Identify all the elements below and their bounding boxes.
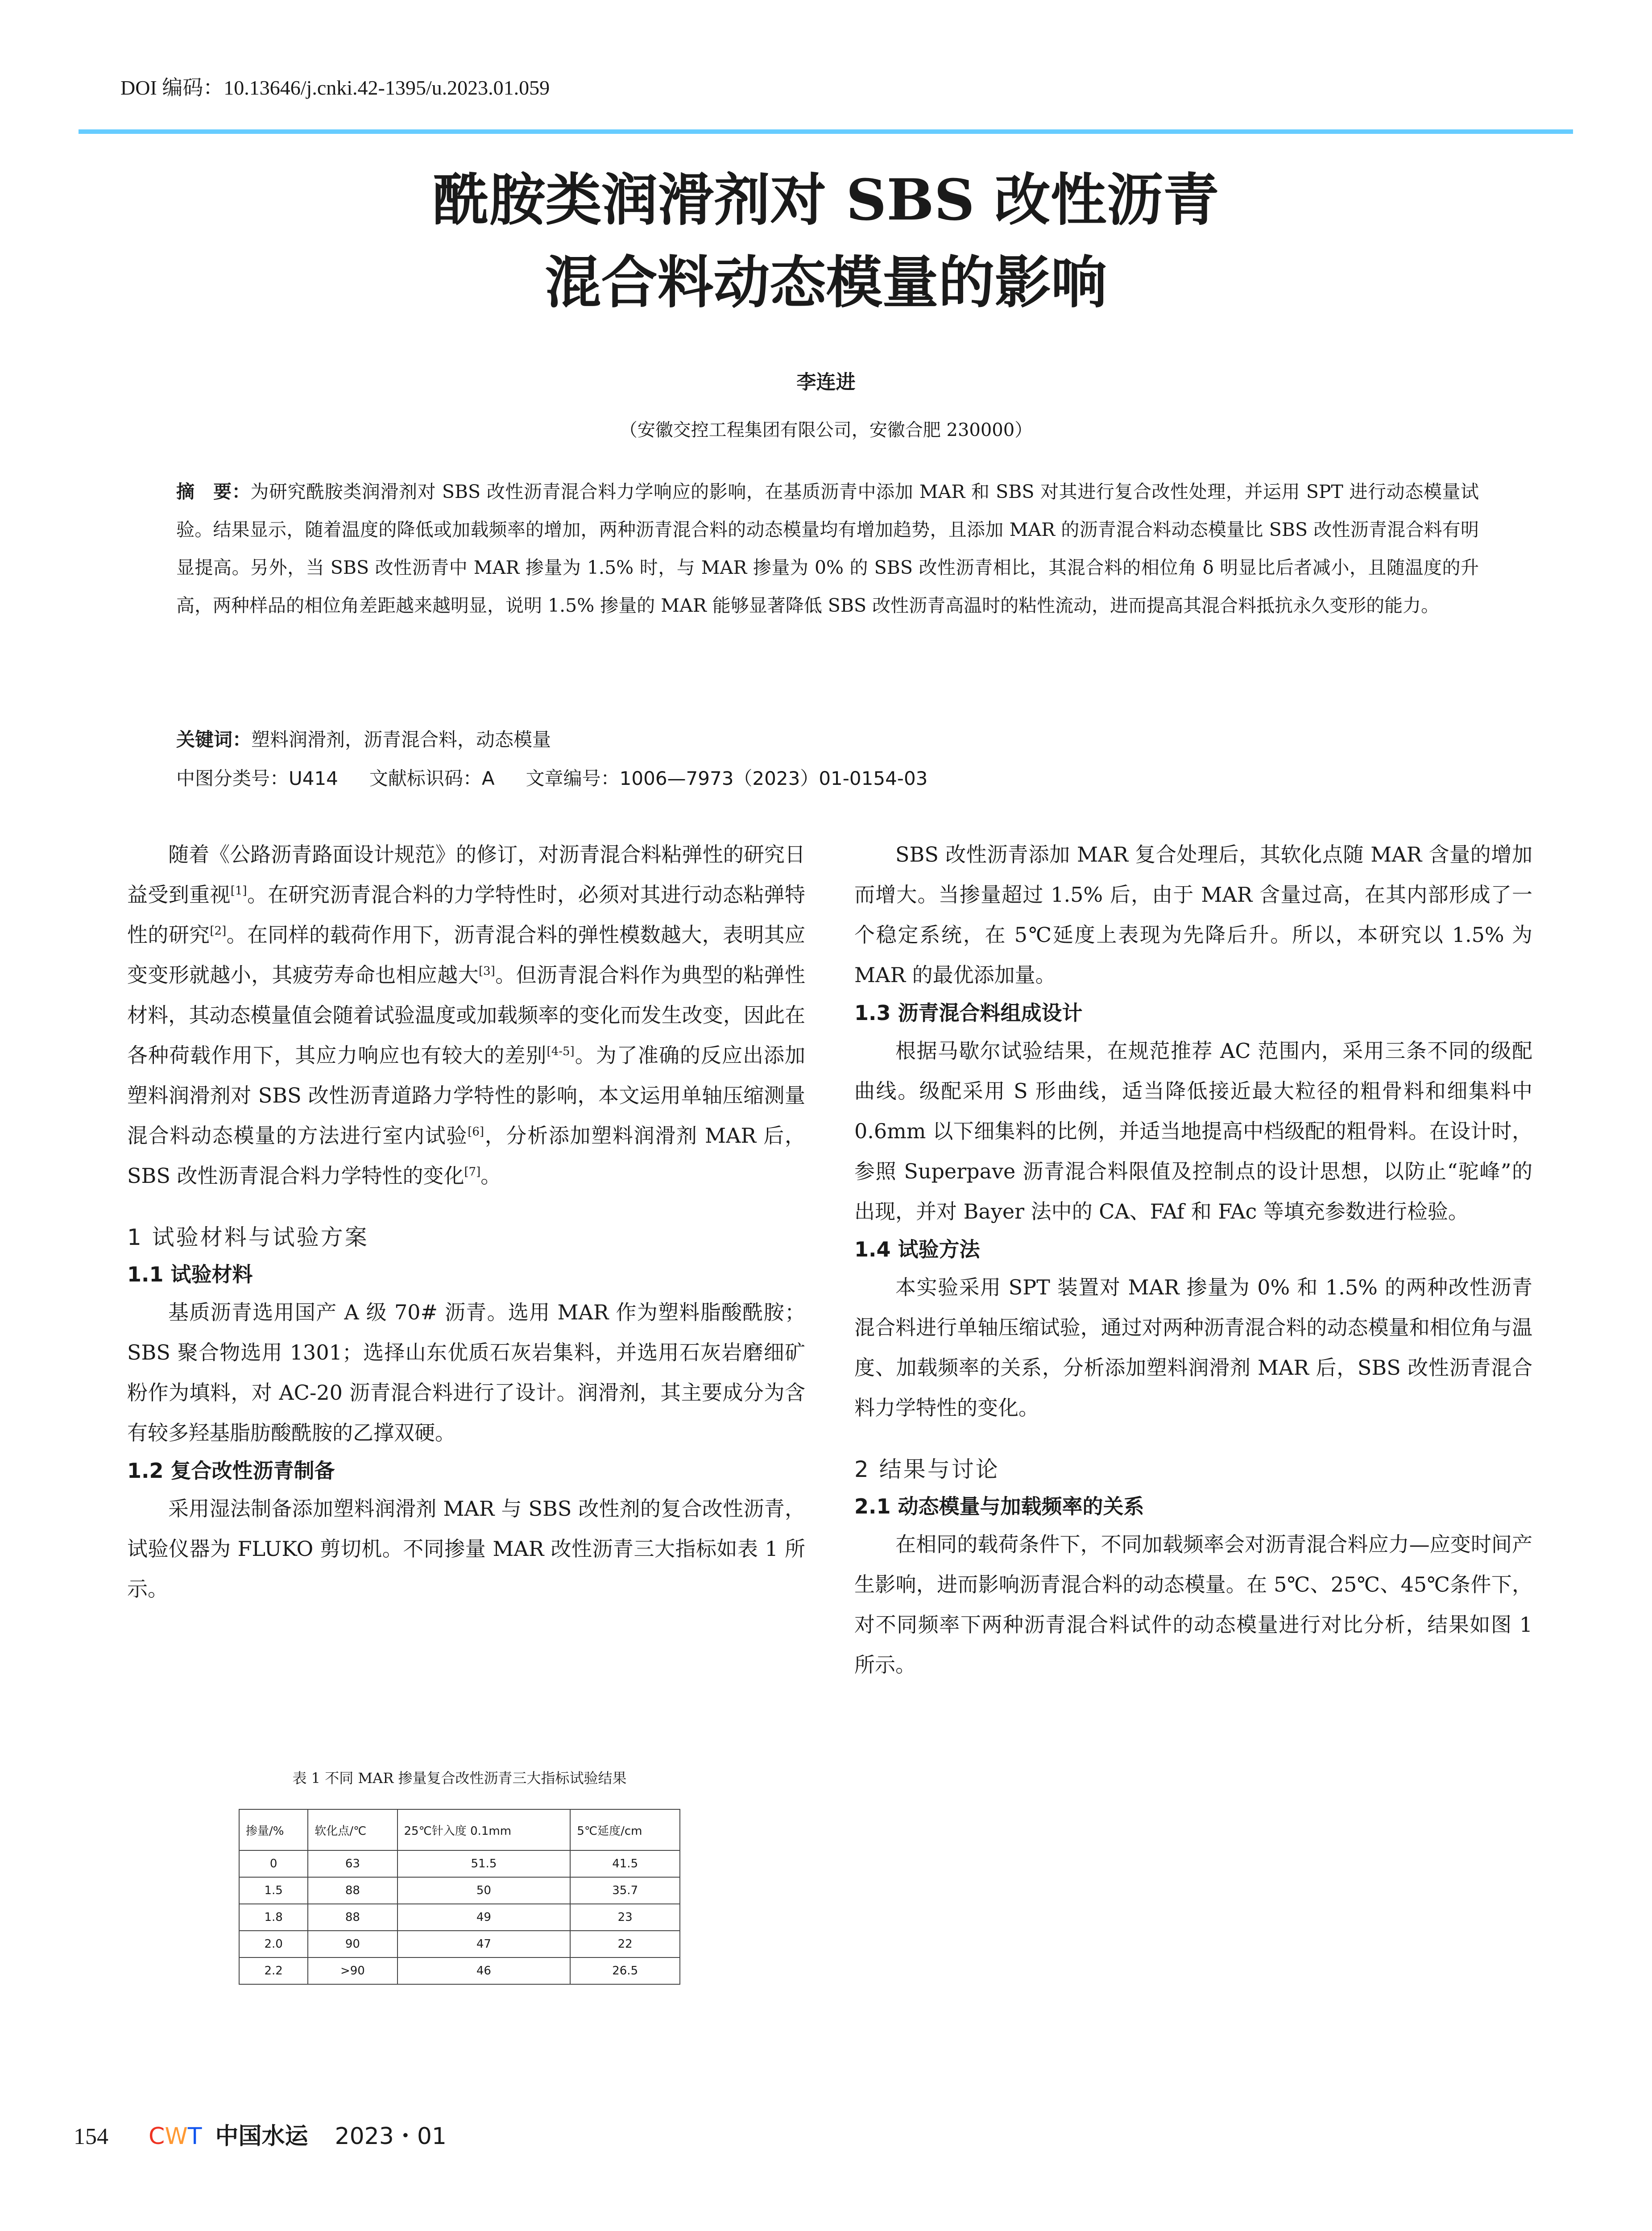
journal-name: 中国水运 <box>215 2123 308 2150</box>
table-cell: 41.5 <box>570 1850 680 1877</box>
abstract <box>176 473 1479 625</box>
subsection-heading-2-1: 2.1 动态模量与加载频率的关系 <box>854 1494 1144 1518</box>
table-cell: >90 <box>308 1957 397 1984</box>
intro-text-c: 。在同样的载荷作用下，沥青混合料的弹性模数越大，表明其应变变形就越小，其疲劳寿命也相应越大 <box>127 923 806 987</box>
abstract-label: 摘 要： <box>176 481 251 502</box>
keywords <box>176 725 551 752</box>
table-cell: 2.2 <box>239 1957 308 1984</box>
citation: [2] <box>210 924 227 938</box>
citation: [4-5] <box>547 1045 575 1058</box>
left-column <box>127 834 805 1609</box>
table-cell: 90 <box>308 1931 397 1957</box>
table-row <box>239 1877 680 1904</box>
table-body <box>239 1850 680 1984</box>
page-number: 154 <box>74 2124 108 2149</box>
table-cell: 26.5 <box>570 1957 680 1984</box>
table-cell: 2.0 <box>239 1931 308 1957</box>
article-number: 文章编号：1006—7973（2023）01-0154-03 <box>526 767 928 789</box>
intro-text-g: 。 <box>480 1164 501 1188</box>
table-block <box>236 1767 683 1985</box>
citation: [7] <box>464 1165 481 1179</box>
table-cell: 46 <box>397 1957 571 1984</box>
paragraph-1-4: 本实验采用 SPT 装置对 MAR 掺量为 0% 和 1.5% 的两种改性沥青混合料进行单轴压缩试验，通过对两种沥青混合料的动态模量和相位角与温度、加载频率的关系，分析添加塑料润滑剂 MAR 后，SBS 改性沥青混合料力学特性的变化。 <box>854 1275 1532 1420</box>
intro-text-b: 。在研究沥青混合料的力学特性时，必须对其进行动态粘弹特性的研究 <box>127 883 806 947</box>
table-row <box>239 1850 680 1877</box>
subsection-heading-1-1: 1.1 试验材料 <box>127 1262 253 1286</box>
clc-number: 中图分类号：U414 <box>176 767 338 789</box>
doi-line: DOI 编码：10.13646/j.cnki.42-1395/u.2023.01.059 <box>120 76 550 99</box>
paragraph-1-3: 根据马歇尔试验结果，在规范推荐 AC 范围内，采用三条不同的级配曲线。级配采用 S 形曲线，适当降低接近最大粒径的粗骨料和细集料中 0.6mm 以下细集料的比例，并适当地提高中档级配的粗骨料。在设计时，参照 Superpave 沥青混合料限值及控制点的设计思想，以防止“驼峰”的出现，并对 Bayer 法中的 CA、FAf 和 FAc 等填充参数进行检验。 <box>854 1039 1532 1223</box>
paragraph-1-2: 采用湿法制备添加塑料润滑剂 MAR 与 SBS 改性剂的复合改性沥青，试验仪器为 FLUKO 剪切机。不同掺量 MAR 改性沥青三大指标如表 1 所示。 <box>127 1497 805 1601</box>
subsection-heading-1-2: 1.2 复合改性沥青制备 <box>127 1459 335 1483</box>
intro-text-f: ，分析添加塑料润滑剂 MAR 后，SBS 改性沥青混合料力学特性的变化 <box>127 1124 806 1188</box>
header-rule <box>79 129 1573 134</box>
citation: [6] <box>468 1125 484 1139</box>
issue-number: 2023・01 <box>335 2123 447 2150</box>
section-heading-1: 1 试验材料与试验方案 <box>127 1224 369 1250</box>
table-header-cell: 5℃延度/cm <box>570 1809 680 1850</box>
logo-letter-c: C <box>149 2123 165 2150</box>
classification-line <box>176 764 959 791</box>
table-header-row <box>239 1809 680 1850</box>
table-cell: 1.5 <box>239 1877 308 1904</box>
keywords-label: 关键词： <box>176 729 252 751</box>
table-cell: 47 <box>397 1931 571 1957</box>
intro-paragraph <box>127 834 805 1196</box>
logo-letter-w: W <box>165 2123 188 2150</box>
author: 李连进 <box>796 371 856 394</box>
section-heading-2: 2 结果与讨论 <box>854 1456 1000 1482</box>
table-cell: 22 <box>570 1931 680 1957</box>
intro-text-a: 随着《公路沥青路面设计规范》的修订，对沥青混合料粘弹性的研究日益受到重视 <box>127 842 805 907</box>
table-cell: 88 <box>308 1877 397 1904</box>
table-row <box>239 1904 680 1931</box>
abstract-text: 为研究酰胺类润滑剂对 SBS 改性沥青混合料力学响应的影响，在基质沥青中添加 MAR 和 SBS 对其进行复合改性处理，并运用 SPT 进行动态模量试验。结果显示，随着温度的降低或加载频率的增加，两种沥青混合料的动态模量均有增加趋势，且添加 MAR 的沥青混合料动态模量比 SBS 改性沥青混合料有明显提高。另外，当 SBS 改性沥青中 MAR 掺量为 1.5% 时，与 MAR 掺量为 0% 的 SBS 改性沥青相比，其混合料的相位角 δ 明显比后者减小，且随温度的升高，两种样品的相位角差距越来越明显，说明 1.5% 掺量的 MAR 能够显著降低 SBS 改性沥青高温时的粘性流动，进而提高其混合料抵抗永久变形的能力。 <box>176 481 1479 616</box>
table-header-cell: 掺量/% <box>239 1809 308 1850</box>
paragraph-1-1: 基质沥青选用国产 A 级 70# 沥青。选用 MAR 作为塑料脂酸酰胺；SBS 聚合物选用 1301；选择山东优质石灰岩集料，并选用石灰岩磨细矿粉作为填料，对 AC-20 沥青混合料进行了设计。润滑剂，其主要成分为含有较多羟基脂肪酸酰胺的乙撑双硬。 <box>127 1300 805 1445</box>
right-column <box>854 834 1532 1685</box>
intro-text-d: 。但沥青混合料作为典型的粘弹性材料，其动态模量值会随着试验温度或加载频率的变化而发生改变，因此在各种荷载作用下，其应力响应也有较大的差别 <box>127 963 806 1067</box>
citation: [1] <box>230 884 247 898</box>
paper-title-line2: 混合料动态模量的影响 <box>545 249 1107 315</box>
table-cell: 35.7 <box>570 1877 680 1904</box>
page-footer <box>74 2117 447 2151</box>
subsection-heading-1-3: 1.3 沥青混合料组成设计 <box>854 1001 1083 1025</box>
table-cell: 1.8 <box>239 1904 308 1931</box>
logo-letter-t: T <box>187 2123 202 2150</box>
table-header-cell: 软化点/℃ <box>308 1809 397 1850</box>
table-cell: 49 <box>397 1904 571 1931</box>
document-code: 文献标识码：A <box>369 767 495 789</box>
table-cell: 51.5 <box>397 1850 571 1877</box>
table-cell: 63 <box>308 1850 397 1877</box>
table-row <box>239 1931 680 1957</box>
paper-title-line1: 酰胺类润滑剂对 SBS 改性沥青 <box>433 167 1219 233</box>
affiliation: （安徽交控工程集团有限公司，安徽合肥 230000） <box>619 420 1033 440</box>
subsection-heading-1-4: 1.4 试验方法 <box>854 1237 980 1261</box>
paragraph-2-1: 在相同的载荷条件下，不同加载频率会对沥青混合料应力—应变时间产生影响，进而影响沥青混合料的动态模量。在 5℃、25℃、45℃条件下，对不同频率下两种沥青混合料试件的动态模量进行对比分析，结果如图 1 所示。 <box>854 1532 1532 1677</box>
table-cell: 50 <box>397 1877 571 1904</box>
table-cell: 0 <box>239 1850 308 1877</box>
table-cell: 23 <box>570 1904 680 1931</box>
intro-text-e: 。为了准确的反应出添加塑料润滑剂对 SBS 改性沥青道路力学特性的影响，本文运用单轴压缩测量混合料动态模量的方法进行室内试验 <box>127 1043 806 1148</box>
table-1 <box>239 1809 680 1985</box>
keywords-text: 塑料润滑剂，沥青混合料，动态模量 <box>251 729 551 751</box>
table-caption: 表 1 不同 MAR 掺量复合改性沥青三大指标试验结果 <box>292 1770 627 1787</box>
table-row <box>239 1957 680 1984</box>
table-header-cell: 25℃针入度 0.1mm <box>397 1809 571 1850</box>
table-cell: 88 <box>308 1904 397 1931</box>
journal-logo <box>149 2123 202 2150</box>
paragraph-1-2-cont: SBS 改性沥青添加 MAR 复合处理后，其软化点随 MAR 含量的增加而增大。当掺量超过 1.5% 后，由于 MAR 含量过高，在其内部形成了一个稳定系统，在 5℃延度上表现为先降后升。所以，本研究以 1.5% 为 MAR 的最优添加量。 <box>854 842 1532 987</box>
citation: [3] <box>478 964 495 978</box>
